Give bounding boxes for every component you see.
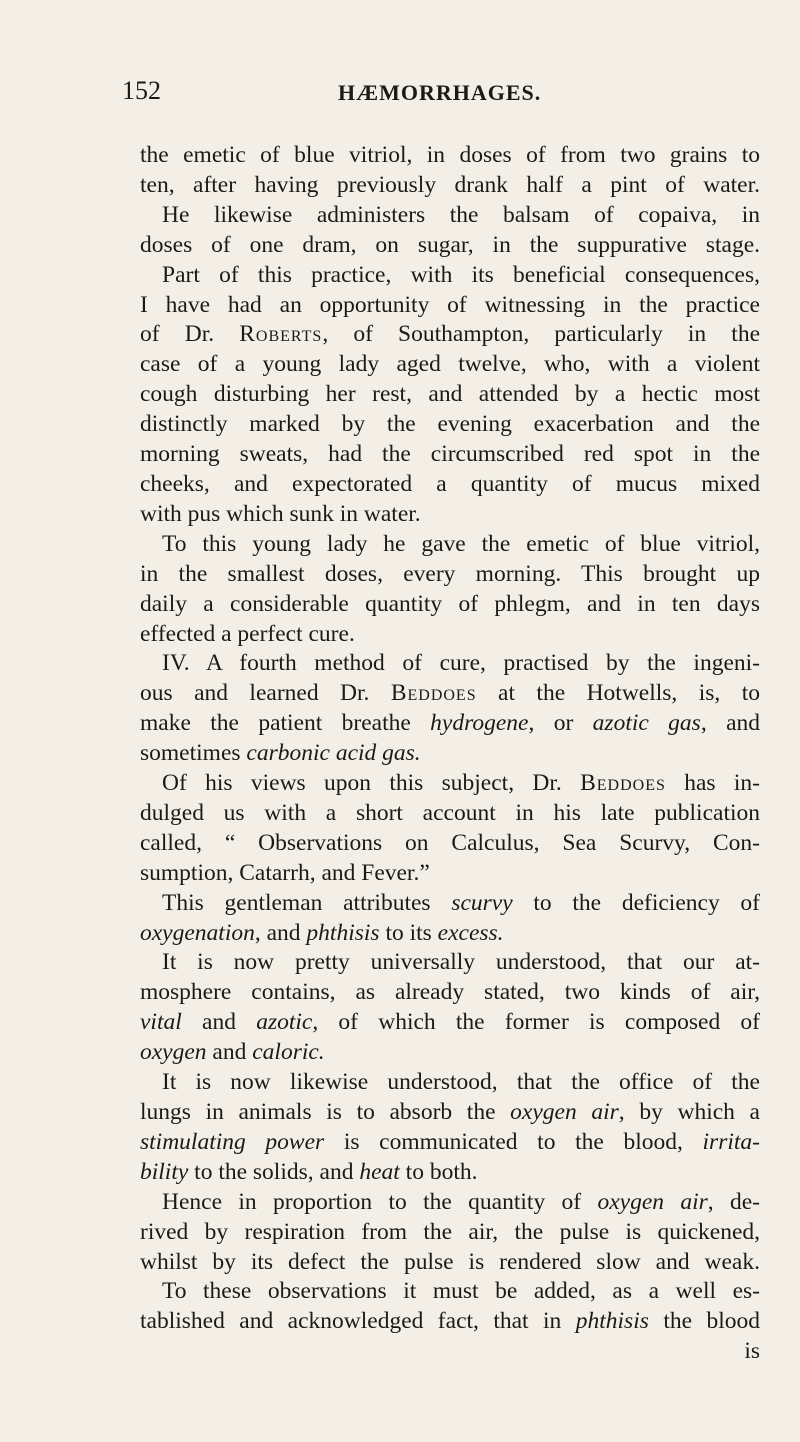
text-line: in the smallest doses, every morning. This brought up [140, 560, 760, 587]
text-line: mosphere contains, as already stated, two kinds of air, [140, 979, 760, 1006]
text-line: This gentleman attributes scurvy to the deficiency of [162, 889, 761, 916]
text-line: Part of this practice, with its beneficial consequences, [162, 261, 760, 288]
text-line: is [744, 1338, 760, 1365]
text-line: make the patient breathe hydrogene, or azotic gas, and [140, 710, 760, 737]
page-header [122, 76, 762, 116]
text-line: He likewise administers the balsam of copaiva, in [162, 201, 760, 228]
text-line: To these observations it must be added, as a well es- [162, 1278, 760, 1305]
text-line: ten, after having previously drank half a pint of water. [140, 171, 760, 198]
text-line: with pus which sunk in water. [140, 500, 421, 527]
text-line: stimulating power is communicated to the blood, irrita- [140, 1128, 760, 1155]
text-line: I have had an opportunity of witnessing in the practice [140, 291, 760, 318]
text-line: tablished and acknowledged fact, that in phthisis the blood [140, 1308, 760, 1335]
text-line: It is now pretty universally understood, that our at- [162, 949, 760, 976]
page-number: 152 [122, 76, 161, 105]
text-line: cheeks, and expectorated a quantity of mucus mixed [140, 470, 760, 497]
text-line: oxygenation, and phthisis to its excess. [140, 919, 504, 946]
running-title: HÆMORRHAGES. [338, 80, 542, 105]
text-line: distinctly marked by the evening exacerbation and the [140, 411, 760, 438]
text-line: whilst by its defect the pulse is rendered slow and weak. [140, 1248, 760, 1275]
text-line: sometimes carbonic acid gas. [140, 740, 421, 767]
text-line: daily a considerable quantity of phlegm, and in ten days [140, 590, 760, 617]
text-line: vital and azotic, of which the former is composed of [140, 1009, 761, 1036]
text-line: ous and learned Dr. Beddoes at the Hotwells, is, to [140, 680, 760, 707]
text-line: called, “ Observations on Calculus, Sea Scurvy, Con- [140, 829, 760, 856]
text-line: rived by respiration from the air, the pulse is quickened, [140, 1218, 760, 1245]
text-line: lungs in animals is to absorb the oxygen air, by which a [140, 1099, 760, 1125]
text-line: To this young lady he gave the emetic of blue vitriol, [162, 530, 760, 557]
text-line: bility to the solids, and heat to both. [140, 1158, 478, 1185]
text-line: of Dr. Roberts, of Southampton, particularly in the [140, 321, 760, 348]
text-line: Of his views upon this subject, Dr. Beddoes has in- [162, 770, 760, 797]
text-line: dulged us with a short account in his late publication [140, 799, 760, 826]
text-line: the emetic of blue vitriol, in doses of from two grains to [140, 142, 760, 168]
text-line: doses of one dram, on sugar, in the suppurative stage. [140, 231, 760, 258]
text-line: It is now likewise understood, that the office of the [162, 1069, 760, 1096]
body-text [140, 141, 760, 1367]
text-line: Hence in proportion to the quantity of oxygen air, de- [162, 1188, 760, 1215]
text-line: cough disturbing her rest, and attended by a hectic most [140, 381, 760, 408]
text-line: effected a perfect cure. [140, 620, 355, 647]
text-line: IV. A fourth method of cure, practised by the ingeni- [162, 650, 760, 677]
text-line: sumption, Catarrh, and Fever.” [140, 859, 430, 886]
text-line: morning sweats, had the circumscribed red spot in the [140, 441, 760, 468]
text-line: case of a young lady aged twelve, who, with a violent [140, 351, 760, 378]
text-line: oxygen and caloric. [140, 1039, 325, 1066]
